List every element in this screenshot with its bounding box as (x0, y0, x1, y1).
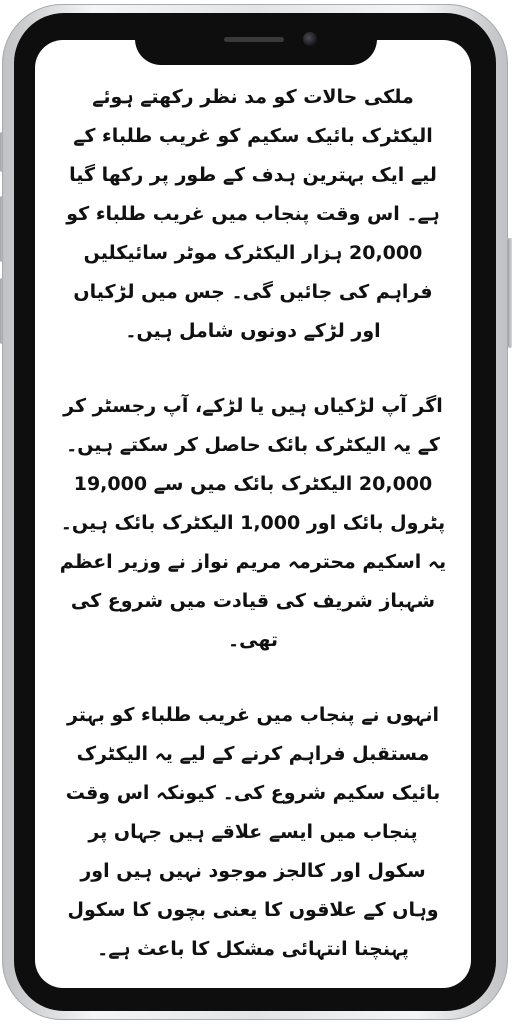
notch (135, 13, 377, 65)
article-body (57, 78, 449, 969)
article-paragraph-2: اگر آپ لڑکیاں ہیں یا لڑکے، آپ رجسٹر کر کے یہ الیکٹرک بائک حاصل کر سکتے ہیں۔ 20,000 الیکٹرک بائک میں سے 19,000 پٹرول بائک اور 1,000 الیکٹرک بائک ہیں۔ یہ اسکیم محترمہ مریم نواز نے وزیر اعظم شہباز شریف کی قیادت میں شروع کی تھی۔ (59, 395, 447, 651)
front-camera-icon (303, 32, 317, 46)
speaker-grille (224, 37, 284, 42)
power-button (508, 238, 512, 348)
phone-screen (35, 40, 471, 988)
article-paragraph-3: انہوں نے پنجاب میں غریب طلباء کو بہتر مستقبل فراہم کرنے کے لیے یہ الیکٹرک بائیک سکیم شروع کی۔ کیونکہ اس وقت پنجاب میں ایسے علاقے ہیں جہاں پر سکول اور کالجز موجود نہیں ہیں اور وہاں کے علاقوں کا یعنی بچوں کا سکول پہنچنا انتہائی مشکل کا باعث ہے۔ (65, 704, 441, 960)
article-paragraph-1: ملکی حالات کو مد نظر رکھتے ہوئے الیکٹرک بائیک سکیم کو غریب طلباء کے لیے ایک بہترین ہدف کے طور پر رکھا گیا ہے۔ اس وقت پنجاب میں غریب طلباء کو 20,000 ہزار الیکٹرک موٹر سائیکلیں فراہم کی جائیں گی۔ جس میں لڑکیاں اور لڑکے دونوں شامل ہیں۔ (66, 86, 440, 342)
